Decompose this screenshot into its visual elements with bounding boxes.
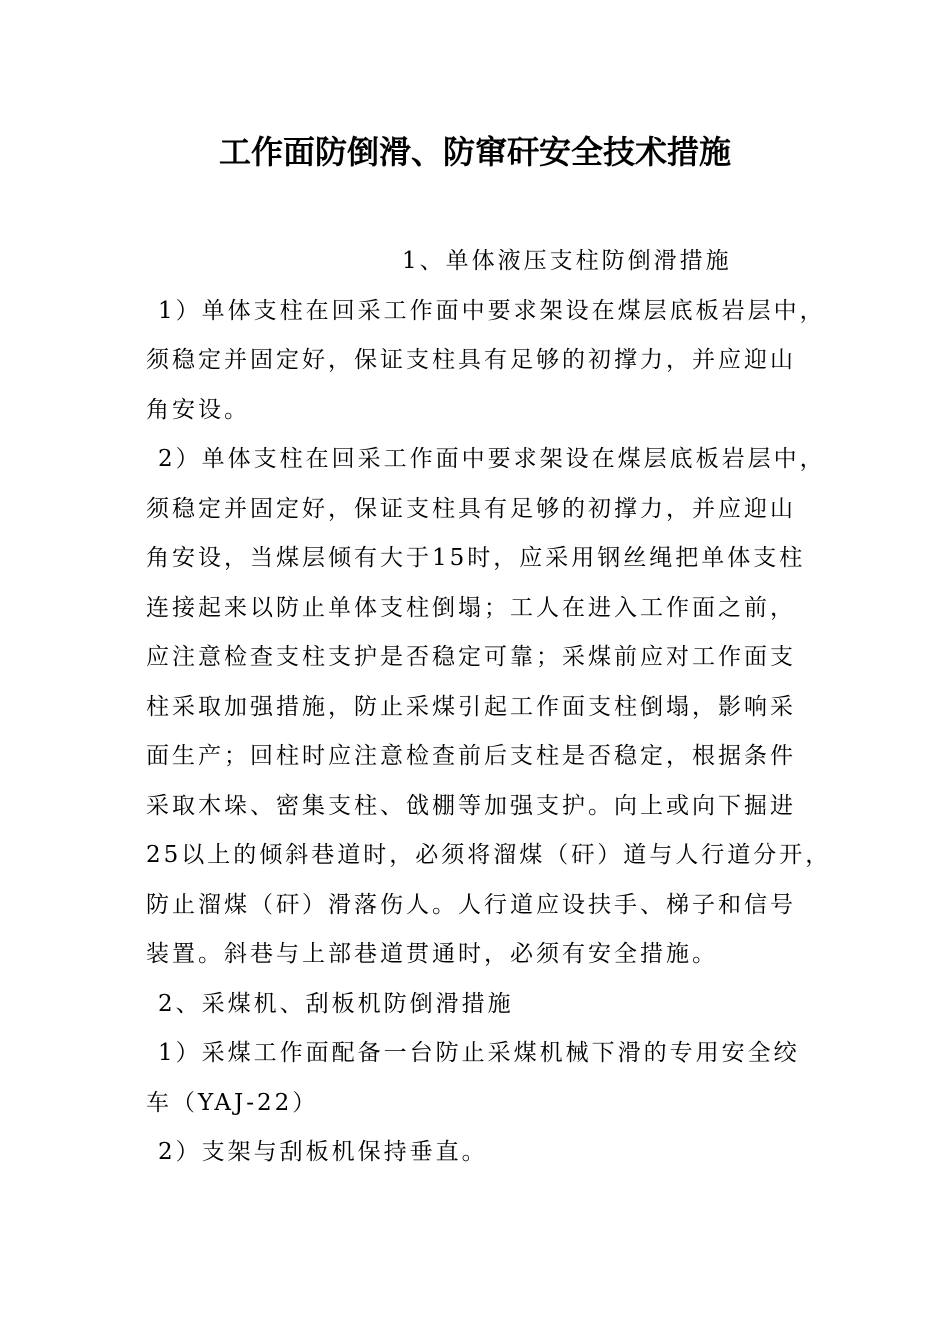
- paragraph-line: 1）采煤工作面配备一台防止采煤机械下滑的专用安全绞: [158, 1040, 800, 1066]
- paragraph-line: 2）单体支柱在回采工作面中要求架设在煤层底板岩层中，: [158, 446, 826, 472]
- document-title: 工作面防倒滑、防窜矸安全技术措施: [218, 133, 731, 171]
- paragraph-line: 2）支架与刮板机保持垂直。: [158, 1139, 488, 1165]
- paragraph-line: 角安设。: [146, 396, 250, 423]
- paragraph-line: 应注意检查支柱支护是否稳定可靠；采煤前应对工作面支: [146, 644, 796, 670]
- paragraph-line: 须稳定并固定好，保证支柱具有足够的初撑力，并应迎山: [146, 495, 796, 522]
- section-heading-1: 1、单体液压支柱防倒滑措施: [402, 248, 732, 274]
- paragraph-line: 车（YAJ-22）: [146, 1089, 319, 1116]
- paragraph-line: 面生产；回柱时应注意检查前后支柱是否稳定，根据条件: [146, 743, 796, 769]
- paragraph-line: 柱采取加强措施，防止采煤引起工作面支柱倒塌，影响采: [146, 693, 796, 720]
- paragraph-line: 须稳定并固定好，保证支柱具有足够的初撑力，并应迎山: [146, 347, 796, 373]
- paragraph-line: 采取木垛、密集支柱、戗棚等加强支护。向上或向下掘进: [146, 792, 796, 819]
- paragraph-line: 角安设，当煤层倾有大于15时，应采用钢丝绳把单体支柱: [146, 545, 806, 571]
- document-body: [146, 237, 832, 1178]
- paragraph-line: 连接起来以防止单体支柱倒塌；工人在进入工作面之前，: [146, 594, 796, 621]
- paragraph-line: 1）单体支柱在回采工作面中要求架设在煤层底板岩层中，: [158, 297, 826, 324]
- paragraph-line: 25以上的倾斜巷道时，必须将溜煤（矸）道与人行道分开，: [146, 842, 832, 868]
- paragraph-line: 防止溜煤（矸）滑落伤人。人行道应设扶手、梯子和信号: [146, 891, 796, 918]
- section-heading-2: 2、采煤机、刮板机防倒滑措施: [158, 990, 514, 1017]
- paragraph-line: 装置。斜巷与上部巷道贯通时，必须有安全措施。: [146, 941, 718, 967]
